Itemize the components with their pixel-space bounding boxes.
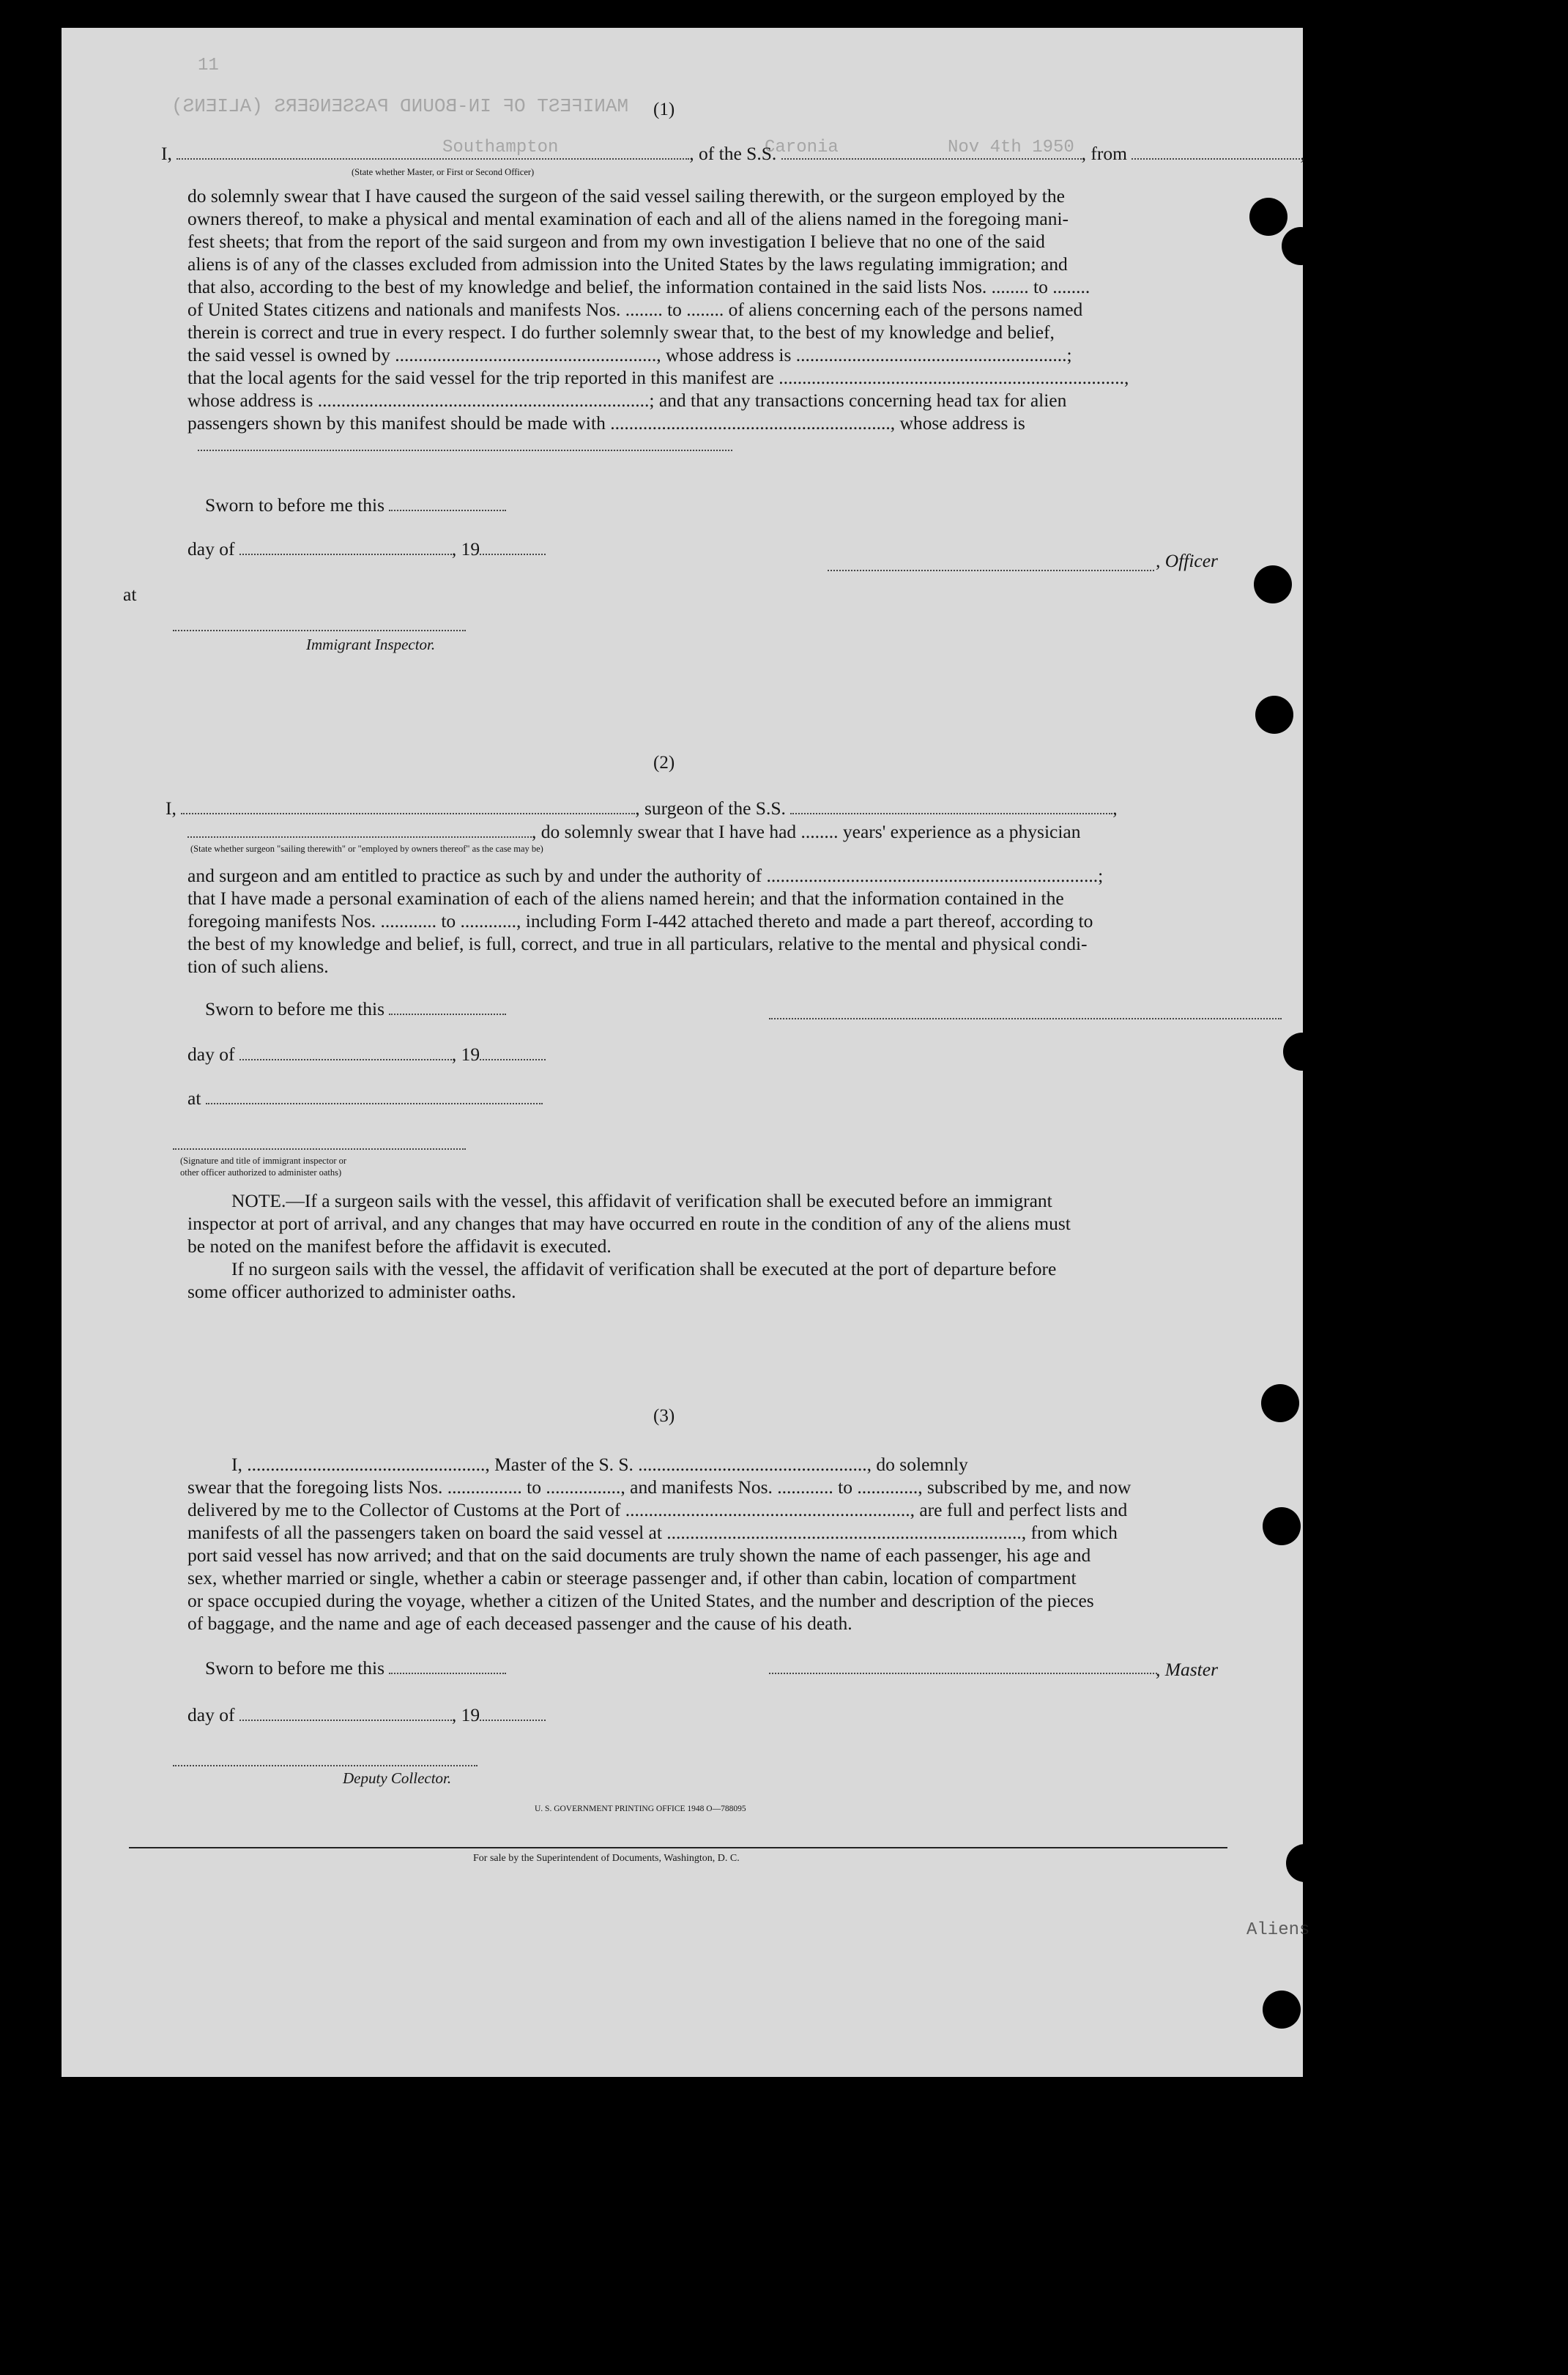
vessel-faint: Caronia <box>765 138 839 157</box>
section-1-sworn-line: Sworn to before me this <box>205 494 506 516</box>
section-2-day-line: day of , 19 <box>187 1043 546 1066</box>
page-number-faint: 11 <box>198 56 219 75</box>
section-2-caption: (State whether surgeon "sailing therewith" or "employed by owners thereof" as the case may be) <box>190 844 543 854</box>
section-2-at-line: at <box>187 1087 543 1110</box>
gpo-imprint: U. S. GOVERNMENT PRINTING OFFICE 1948 O—788095 <box>535 1805 746 1813</box>
punch-hole <box>1261 1384 1299 1422</box>
master-signature-line <box>769 1673 1157 1674</box>
punch-hole <box>1263 1991 1301 2029</box>
header-bleedthrough: MANIFEST OF IN-BOUND PASSENGERS (ALIENS) <box>171 95 629 117</box>
punch-hole <box>1283 1033 1321 1071</box>
section-2-opening-line: I, , surgeon of the S.S. , <box>166 798 1118 819</box>
sale-notice: For sale by the Superintendent of Documents, Washington, D. C. <box>473 1853 740 1864</box>
aliens-mark: Aliens <box>1246 1920 1310 1940</box>
section-1-day-line: day of , 19 <box>187 538 546 560</box>
deputy-collector-line <box>173 1765 478 1766</box>
punch-hole <box>1286 1844 1324 1882</box>
section-2-sig-caption-1: (Signature and title of immigrant inspector or <box>180 1156 347 1166</box>
section-2-note: NOTE.—If a surgeon sails with the vessel, this affidavit of verification shall be executed before an immigrant inspector at port of arrival, and any changes that may have occurred en route in the condition of any of the aliens must be noted on the manifest before the affidavit is executed. If no surgeon sails with the vessel, the affidavit of verification shall be executed at the port of departure before some officer authorized to administer oaths. <box>187 1190 1071 1302</box>
section-2-sig-caption-2: other officer authorized to administer oaths) <box>180 1167 342 1178</box>
officer-signature-line <box>828 570 1154 571</box>
section-1-opening-line: I, , of the S.S. , from , <box>161 143 1305 164</box>
section-2-number: (2) <box>653 753 675 773</box>
deputy-collector-caption: Deputy Collector. <box>343 1769 452 1787</box>
section-3-oath-paragraph: I, ..................................................., Master of the S. S. ................................................., do solemnly swear that the foregoing lists Nos. ................ to ................, and manifests Nos. ............ to ............., subscribed by me, and now delivered by me to the Collector of Customs at the Port of ............................................................., are full and perfect lists and manifests of all the passengers taken on board the said vessel at ............................................................................, from which port said vessel has now arrived; and that on the said documents are truly shown the name of each passenger, his age and sex, whether married or single, whether a cabin or steerage passenger and, if other than cabin, location of compartment or space occupied during the voyage, whether a citizen of the United States, and the number and description of the pieces of baggage, and the name and age of each deceased passenger and the cause of his death. <box>187 1454 1132 1634</box>
section-1-at-line: at <box>123 584 137 605</box>
section-1-caption: (State whether Master, or First or Second Officer) <box>352 167 535 177</box>
section-1-signature-line <box>198 450 732 451</box>
punch-hole <box>1282 227 1320 265</box>
immigrant-inspector-caption: Immigrant Inspector. <box>306 636 436 653</box>
section-3-day-line: day of , 19 <box>187 1703 546 1726</box>
form-page <box>62 28 1310 2077</box>
section-1-officer: , Officer <box>1156 550 1218 571</box>
section-3-number: (3) <box>653 1406 675 1426</box>
from-port-faint: Southampton <box>442 138 559 157</box>
section-1-oath-paragraph: do solemnly swear that I have caused the surgeon of the said vessel sailing therewith, or the surgeon employed by the owners thereof, to make a physical and mental examination of each and all of the aliens named in the foregoing mani- fest sheets; that from the report of the said surgeon and from my own investigation I believe that no one of the said aliens is of any of the classes excluded from admission into the United States by the laws regulating immigration; and that also, according to the best of my knowledge and belief, the information contained in the said lists Nos. ........ to ........ of United States citizens and nationals and manifests Nos. ........ to ........ of aliens concerning each of the persons named therein is correct and true in every respect. I do further solemnly swear that, to the best of my knowledge and belief, the said vessel is owned by ........................................................, whose address is ..........................................................; that the local agents for the said vessel for the trip reported in this manifest are .........................................................................., whose address is .......................................................................; and that any transactions concerning head tax for alien passengers shown by this manifest should be made with ............................................................, whose address is <box>187 185 1129 434</box>
section-2-sworn-line: Sworn to before me this <box>205 997 506 1020</box>
section-2-second-line: , do solemnly swear that I have had ........ years' experience as a physician <box>187 820 1081 843</box>
footer-rule <box>129 1847 1227 1848</box>
section-1-number: (1) <box>653 100 675 119</box>
section-3-sworn-line: Sworn to before me this <box>205 1657 506 1679</box>
arrival-faint: Nov 4th 1950 <box>948 138 1074 157</box>
punch-hole <box>1255 696 1293 734</box>
section-3-master: , Master <box>1156 1659 1218 1680</box>
punch-hole <box>1254 565 1292 603</box>
punch-hole <box>1249 198 1288 236</box>
inspector-line <box>173 630 466 631</box>
punch-hole <box>1263 1507 1301 1545</box>
section-2-oath-paragraph: and surgeon and am entitled to practice as such by and under the authority of .......................................................................; that I have made a personal examination of each of the aliens named herein; and that the information contained in the foregoing manifests Nos. ............ to ............, including Form I-442 attached thereto and made a part thereof, according to the best of my knowledge and belief, is full, correct, and true in all particulars, relative to the mental and physical condi- tion of such aliens. <box>187 865 1104 977</box>
surgeon-signature-line <box>769 1018 1282 1019</box>
section-2-inspector-line <box>173 1148 466 1150</box>
